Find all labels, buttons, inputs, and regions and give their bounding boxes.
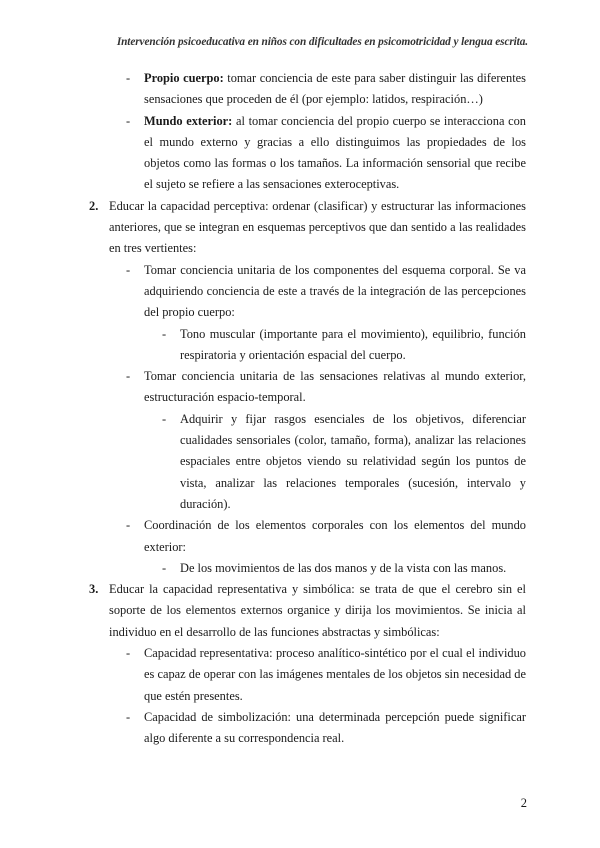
- list-marker: -: [126, 518, 131, 533]
- item-text: Educar la capacidad perceptiva: ordenar (clasificar) y estructurar las informaciones anteriores, que se integran en esquemas perceptivos que dan sentido a las realidades en tres vertientes:: [109, 198, 526, 256]
- term-label: Mundo exterior:: [144, 113, 233, 128]
- running-header: Intervención psicoeducativa en niños con dificultades en psicomotricidad y lengua escrita.: [116, 36, 528, 48]
- list-marker: -: [162, 560, 167, 575]
- list-item: [126, 366, 526, 409]
- list-marker: -: [162, 411, 167, 426]
- list-item: [126, 707, 526, 750]
- item-text: Tono muscular (importante para el movimiento), equilibrio, función respiratoria y orientación espacial del cuerpo.: [180, 326, 526, 362]
- term-label: Propio cuerpo:: [144, 71, 224, 85]
- list-marker: -: [126, 369, 131, 384]
- list-item: [126, 515, 526, 558]
- item-text: Educar la capacidad representativa y simbólica: se trata de que el cerebro sin el soporte de los elementos externos organice y dirija los movimientos. Se inicia al individuo en el desarrollo de las funciones abstractas y simbólicas:: [109, 582, 526, 639]
- item-text: Adquirir y fijar rasgos esenciales de los objetivos, diferenciar cualidades sensoriales (color, tamaño, forma), analizar las relaciones espaciales entre objetos viendo su relatividad según los puntos de vista, analizar las relaciones temporales (sucesión, intervalo y duración).: [180, 411, 526, 511]
- list-item: [126, 260, 526, 324]
- list-number: 3.: [89, 582, 99, 597]
- item-text: tomar conciencia de este para saber distinguir las diferentes sensaciones que proceden de él (por ejemplo: latidos, respiración…): [144, 71, 526, 107]
- list-marker: -: [126, 262, 131, 277]
- page-number: 2: [520, 796, 527, 810]
- item-text: Capacidad de simbolización: una determinada percepción puede significar algo diferente a su correspondencia real.: [144, 709, 526, 746]
- item-text: Tomar conciencia unitaria de los componentes del esquema corporal. Se va adquiriendo conciencia de este a través de la integración de las percepciones del propio cuerpo:: [144, 262, 526, 320]
- sub-list-item: [162, 558, 526, 579]
- list-marker: -: [162, 326, 167, 341]
- item-text: Tomar conciencia unitaria de las sensaciones relativas al mundo exterior, estructuración espacio-temporal.: [144, 369, 526, 405]
- sub-list-item: [162, 324, 526, 367]
- item-text: al tomar conciencia del propio cuerpo se interacciona con el mundo externo y gracias a ello distinguimos las propiedades de los objetos como las formas o los tamaños. La información sensorial que recibe el sujeto se refiere a las sensaciones exteroceptivas.: [144, 113, 526, 192]
- list-item: [126, 68, 526, 111]
- item-text: Coordinación de los elementos corporales con los elementos del mundo exterior:: [144, 518, 526, 554]
- sub-list-item: [162, 409, 526, 515]
- list-marker: -: [126, 646, 131, 661]
- list-marker: -: [126, 709, 131, 724]
- list-item: [126, 111, 526, 196]
- numbered-item: [89, 196, 526, 260]
- list-marker: -: [126, 71, 131, 85]
- body-text: [86, 68, 526, 750]
- item-text: De los movimientos de las dos manos y de la vista con las manos.: [180, 560, 507, 575]
- list-marker: -: [126, 113, 131, 128]
- list-item: [126, 643, 526, 707]
- item-text: Capacidad representativa: proceso analítico-sintético por el cual el individuo es capaz de operar con las imágenes mentales de los objetos sin necesidad de que estén presentes.: [144, 646, 526, 703]
- numbered-item: [89, 579, 526, 643]
- list-number: 2.: [89, 198, 99, 213]
